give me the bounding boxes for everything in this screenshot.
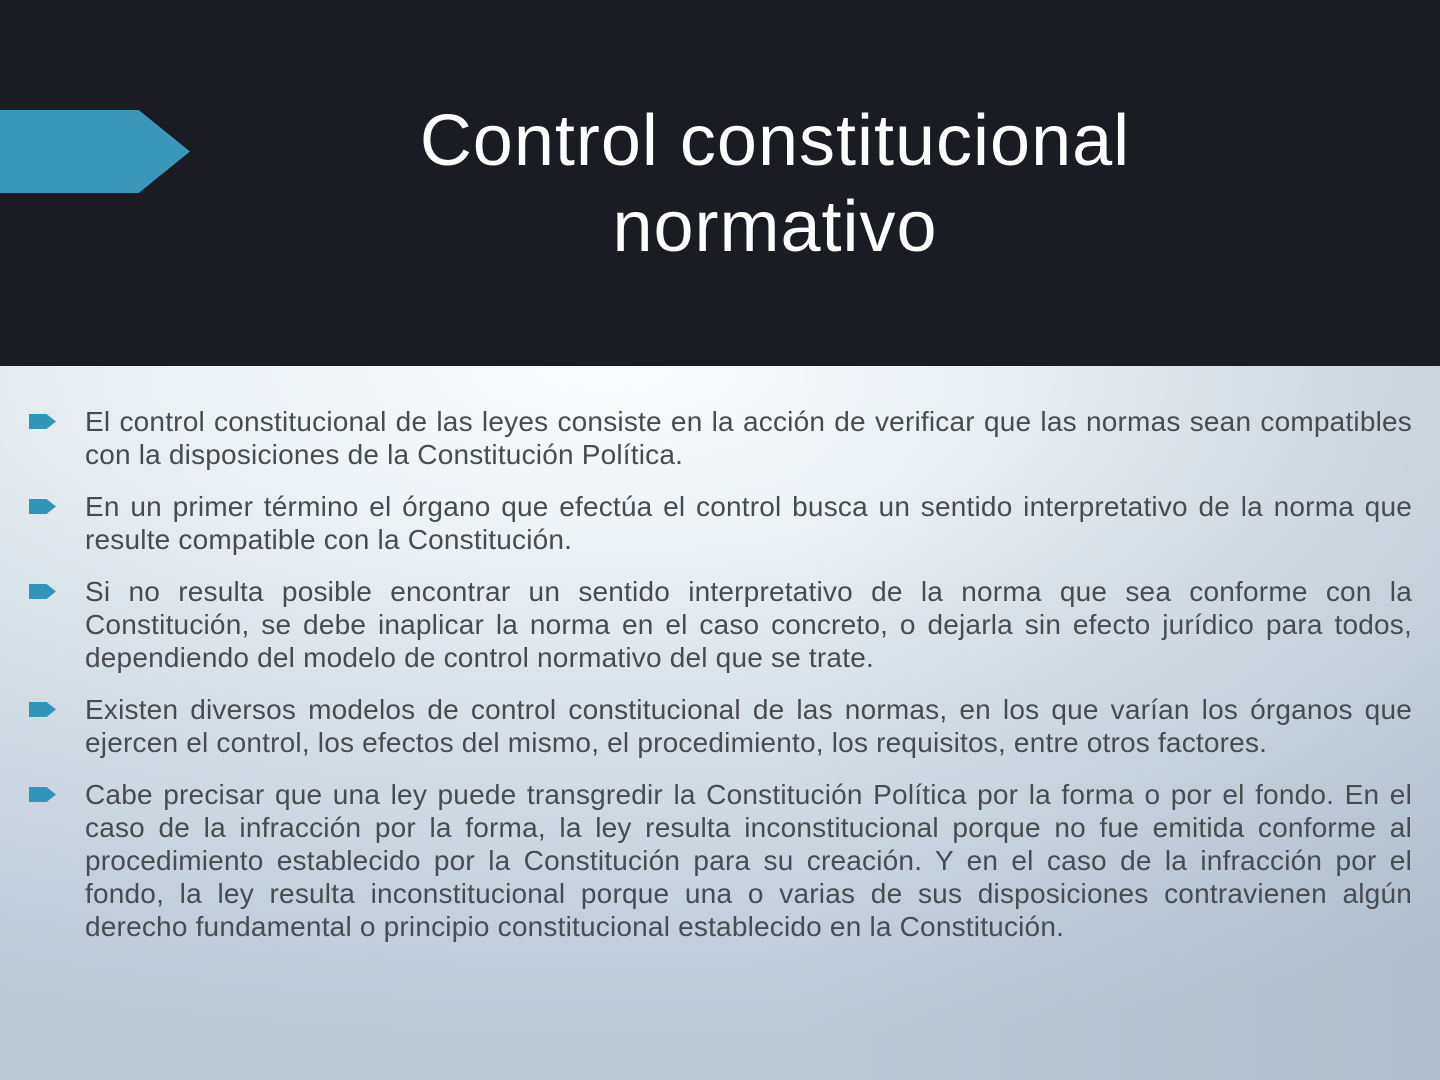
- bullet-arrow-icon: [29, 787, 56, 802]
- bullet-text: Si no resulta posible encontrar un sentido interpretativo de la norma que sea conforme con la Constitución, se debe inaplicar la norma en el caso concreto, o dejarla sin efecto jurídico para todos, dependiendo del modelo de control normativo del que se trate.: [85, 576, 1412, 673]
- slide-title: [190, 98, 1360, 270]
- slide-body: [0, 366, 1440, 1080]
- bullet-arrow-icon: [29, 702, 56, 717]
- bullet-item: [29, 405, 1412, 471]
- bullet-text: En un primer término el órgano que efectúa el control busca un sentido interpretativo de la norma que resulte compatible con la Constitución.: [85, 491, 1412, 555]
- bullet-item: [29, 490, 1412, 556]
- bullet-text: El control constitucional de las leyes consiste en la acción de verificar que las normas sean compatibles con la disposiciones de la Constitución Política.: [85, 406, 1412, 470]
- bullet-text: Existen diversos modelos de control constitucional de las normas, en los que varían los órganos que ejercen el control, los efectos del mismo, el procedimiento, los requisitos, entre otros factores.: [85, 694, 1412, 758]
- bullet-item: [29, 693, 1412, 759]
- bullet-text: Cabe precisar que una ley puede transgredir la Constitución Política por la forma o por el fondo. En el caso de la infracción por la forma, la ley resulta inconstitucional porque no fue emitida conforme al procedimiento establecido por la Constitución para su creación. Y en el caso de la infracción por el fondo, la ley resulta inconstitucional porque una o varias de sus disposiciones contravienen algún derecho fundamental o principio constitucional establecido en la Constitución.: [85, 779, 1412, 942]
- bullet-arrow-icon: [29, 414, 56, 429]
- bullet-item: [29, 575, 1412, 674]
- bullet-arrow-icon: [29, 584, 56, 599]
- bullet-item: [29, 778, 1412, 943]
- bullet-arrow-icon: [29, 499, 56, 514]
- slide-title-line2: normativo: [612, 187, 938, 267]
- slide-header: [0, 0, 1440, 366]
- arrow-accent-shape: [0, 110, 190, 193]
- slide-title-line1: Control constitucional: [419, 101, 1131, 181]
